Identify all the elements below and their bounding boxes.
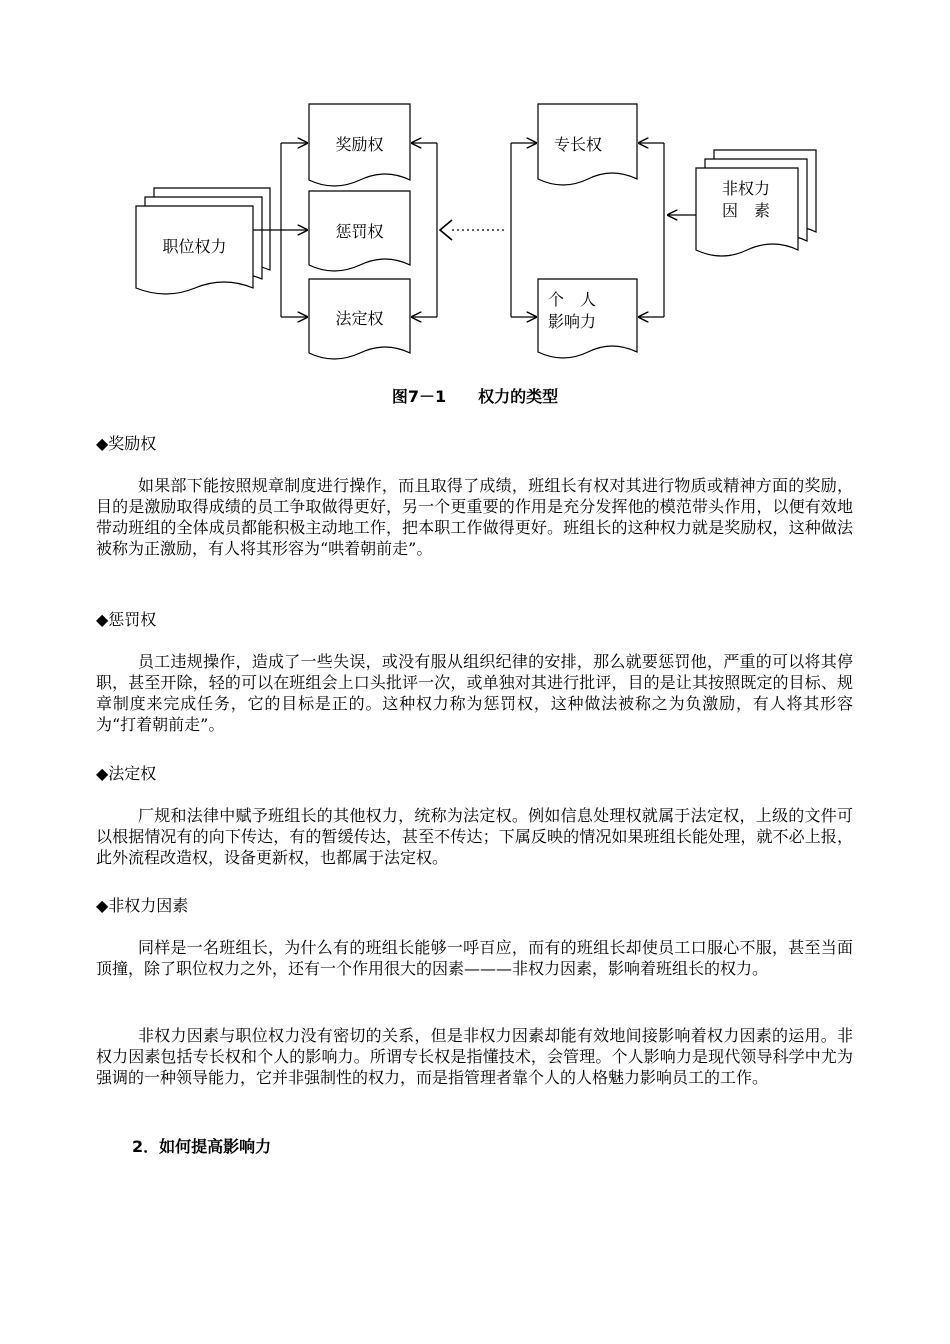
section-heading-legitimate: ◆法定权 [96,764,157,783]
legitimate-power-label: 法定权 [335,309,384,329]
section-heading-nonpower: ◆非权力因素 [96,896,189,915]
personal-influence-line1: 个 人 [548,290,597,310]
section-heading-coercive: ◆惩罚权 [96,610,157,629]
paragraph-nonpower-2: 非权力因素与职位权力没有密切的关系，但是非权力因素却能有效地间接影响着权力因素的运用。非权力因素包括专长权和个人的影响力。所谓专长权是指懂技术，会管理。个人影响力是现代领导科学中尤为强调的一种领导能力，它并非强制性的权力，而是指管理者靠个人的人格魅力影响员工的工作。 [96,1026,853,1087]
power-types-diagram [0,0,950,370]
personal-influence-label [548,286,618,336]
expert-power-label: 专长权 [553,135,602,155]
paragraph-nonpower-1: 同样是一名班组长，为什么有的班组长能够一呼百应，而有的班组长却使员工口服心不服，甚至当面顶撞，除了职位权力之外，还有一个作用很大的因素———非权力因素，影响着班组长的权力。 [96,938,853,978]
position-power-label: 职位权力 [162,237,227,257]
reward-power-label: 奖励权 [335,135,384,155]
section-heading-reward: ◆奖励权 [96,434,157,453]
nonpower-line2: 因 素 [721,201,770,220]
paragraph-reward: 如果部下能按照规章制度进行操作，而且取得了成绩，班组长有权对其进行物质或精神方面的奖励，目的是激励取得成绩的员工争取做得更好，另一个更重要的作用是充分发挥他的模范带头作用，以便有效地带动班组的全体成员都能积极主动地工作，把本职工作做得更好。班组长的这种权力就是奖励权，这种做法被称为正激励，有人将其形容为“哄着朝前走”。 [96,476,853,558]
diagram-graphics [0,0,950,370]
personal-influence-line2: 影响力 [548,312,597,331]
subsection-heading: 2．如何提高影响力 [132,1137,272,1156]
paragraph-legitimate: 厂规和法律中赋予班组长的其他权力，统称为法定权。例如信息处理权就属于法定权，上级的文件可以根据情况有的向下传达，有的暂缓传达，甚至不传达；下属反映的情况如果班组长能处理，就不必上报，此外流程改造权，设备更新权，也都属于法定权。 [96,806,853,867]
coercive-power-label: 惩罚权 [335,222,384,242]
nonpower-line1: 非权力 [721,179,770,199]
paragraph-coercive: 员工违规操作，造成了一些失误，或没有服从组织纪律的安排，那么就要惩罚他，严重的可以将其停职，甚至开除，轻的可以在班组会上口头批评一次，或单独对其进行批评，目的是让其按照既定的目标、规章制度来完成任务，它的目标是正的。这种权力称为惩罚权，这种做法被称之为负激励，有人将其形容为“打着朝前走”。 [96,652,853,734]
figure-caption: 图7－1 权力的类型 [391,387,559,406]
dotted-link [440,220,506,240]
nonpower-label [706,174,786,226]
